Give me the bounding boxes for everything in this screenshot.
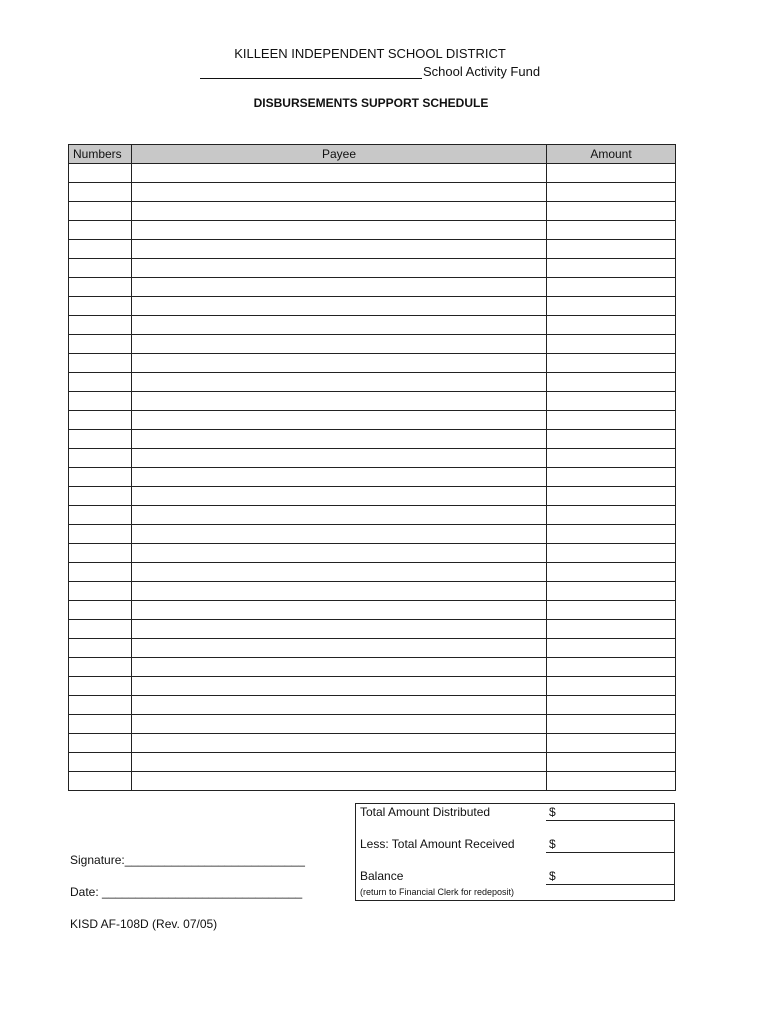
payee-cell[interactable] — [132, 164, 547, 183]
payee-cell[interactable] — [132, 772, 547, 791]
payee-cell[interactable] — [132, 297, 547, 316]
balance-dollar: $ — [549, 869, 556, 883]
amount-cell[interactable] — [547, 183, 676, 202]
payee-cell[interactable] — [132, 202, 547, 221]
numbers-cell[interactable] — [69, 278, 132, 297]
table-row — [69, 772, 676, 791]
payee-cell[interactable] — [132, 240, 547, 259]
payee-cell[interactable] — [132, 259, 547, 278]
balance-field[interactable] — [546, 884, 674, 885]
table-row — [69, 278, 676, 297]
amount-cell[interactable] — [547, 506, 676, 525]
payee-cell[interactable] — [132, 430, 547, 449]
table-row — [69, 221, 676, 240]
table-row — [69, 715, 676, 734]
amount-cell[interactable] — [547, 677, 676, 696]
numbers-cell[interactable] — [69, 601, 132, 620]
table-row — [69, 411, 676, 430]
payee-cell[interactable] — [132, 582, 547, 601]
numbers-cell[interactable] — [69, 563, 132, 582]
table-row — [69, 373, 676, 392]
amount-cell[interactable] — [547, 639, 676, 658]
amount-cell[interactable] — [547, 411, 676, 430]
payee-cell[interactable] — [132, 525, 547, 544]
fund-line — [200, 64, 540, 79]
column-header-numbers: Numbers — [69, 145, 132, 164]
numbers-cell[interactable] — [69, 183, 132, 202]
table-row — [69, 335, 676, 354]
amount-cell[interactable] — [547, 525, 676, 544]
amount-cell[interactable] — [547, 620, 676, 639]
amount-cell[interactable] — [547, 221, 676, 240]
payee-cell[interactable] — [132, 335, 547, 354]
table-row — [69, 525, 676, 544]
payee-cell[interactable] — [132, 696, 547, 715]
amount-cell[interactable] — [547, 753, 676, 772]
numbers-cell[interactable] — [69, 221, 132, 240]
district-name: KILLEEN INDEPENDENT SCHOOL DISTRICT — [234, 46, 506, 61]
numbers-cell[interactable] — [69, 297, 132, 316]
payee-cell[interactable] — [132, 753, 547, 772]
numbers-cell[interactable] — [69, 373, 132, 392]
fund-label: School Activity Fund — [423, 64, 541, 79]
less-received-dollar: $ — [549, 837, 556, 851]
amount-cell[interactable] — [547, 658, 676, 677]
table-row — [69, 620, 676, 639]
table-row — [69, 658, 676, 677]
amount-cell[interactable] — [547, 772, 676, 791]
table-row — [69, 202, 676, 221]
less-received-field[interactable] — [546, 852, 674, 853]
less-received-label: Less: Total Amount Received — [360, 837, 515, 851]
payee-cell[interactable] — [132, 221, 547, 240]
amount-cell[interactable] — [547, 373, 676, 392]
table-row — [69, 164, 676, 183]
payee-cell[interactable] — [132, 734, 547, 753]
numbers-cell[interactable] — [69, 544, 132, 563]
amount-cell[interactable] — [547, 259, 676, 278]
payee-cell[interactable] — [132, 468, 547, 487]
totals-box — [355, 803, 675, 901]
amount-cell[interactable] — [547, 430, 676, 449]
amount-cell[interactable] — [547, 601, 676, 620]
numbers-cell[interactable] — [69, 259, 132, 278]
form-number: KISD AF-108D (Rev. 07/05) — [70, 917, 218, 931]
amount-cell[interactable] — [547, 715, 676, 734]
table-header-row — [69, 145, 676, 164]
payee-cell[interactable] — [132, 563, 547, 582]
numbers-cell[interactable] — [69, 468, 132, 487]
numbers-cell[interactable] — [69, 677, 132, 696]
table-row — [69, 449, 676, 468]
numbers-cell[interactable] — [69, 753, 132, 772]
numbers-cell[interactable] — [69, 202, 132, 221]
table-row — [69, 392, 676, 411]
column-header-amount: Amount — [547, 145, 676, 164]
payee-cell[interactable] — [132, 449, 547, 468]
payee-cell[interactable] — [132, 354, 547, 373]
table-row — [69, 601, 676, 620]
numbers-cell[interactable] — [69, 620, 132, 639]
numbers-cell[interactable] — [69, 240, 132, 259]
amount-cell[interactable] — [547, 696, 676, 715]
signature-line[interactable]: Signature:___________________________ — [70, 853, 305, 867]
numbers-cell[interactable] — [69, 335, 132, 354]
numbers-cell[interactable] — [69, 715, 132, 734]
amount-cell[interactable] — [547, 582, 676, 601]
payee-cell[interactable] — [132, 373, 547, 392]
amount-cell[interactable] — [547, 487, 676, 506]
numbers-cell[interactable] — [69, 696, 132, 715]
numbers-cell[interactable] — [69, 734, 132, 753]
table-body — [69, 164, 676, 791]
total-distributed-label: Total Amount Distributed — [360, 805, 491, 819]
total-distributed-dollar: $ — [549, 805, 556, 819]
numbers-cell[interactable] — [69, 506, 132, 525]
table-row — [69, 354, 676, 373]
payee-cell[interactable] — [132, 639, 547, 658]
numbers-cell[interactable] — [69, 164, 132, 183]
column-header-payee: Payee — [132, 145, 547, 164]
numbers-cell[interactable] — [69, 487, 132, 506]
amount-cell[interactable] — [547, 297, 676, 316]
payee-cell[interactable] — [132, 506, 547, 525]
amount-cell[interactable] — [547, 240, 676, 259]
numbers-cell[interactable] — [69, 639, 132, 658]
amount-cell[interactable] — [547, 335, 676, 354]
table-row — [69, 582, 676, 601]
table-row — [69, 506, 676, 525]
payee-cell[interactable] — [132, 620, 547, 639]
numbers-cell[interactable] — [69, 316, 132, 335]
numbers-cell[interactable] — [69, 430, 132, 449]
payee-cell[interactable] — [132, 715, 547, 734]
table-row — [69, 639, 676, 658]
fund-name-blank[interactable] — [200, 65, 422, 79]
amount-cell[interactable] — [547, 354, 676, 373]
table-row — [69, 183, 676, 202]
amount-cell[interactable] — [547, 278, 676, 297]
amount-cell[interactable] — [547, 468, 676, 487]
payee-cell[interactable] — [132, 278, 547, 297]
amount-cell[interactable] — [547, 164, 676, 183]
payee-cell[interactable] — [132, 601, 547, 620]
table-row — [69, 240, 676, 259]
balance-note: (return to Financial Clerk for redeposit) — [360, 887, 515, 897]
table-row — [69, 753, 676, 772]
amount-cell[interactable] — [547, 202, 676, 221]
table-row — [69, 259, 676, 278]
payee-cell[interactable] — [132, 316, 547, 335]
numbers-cell[interactable] — [69, 411, 132, 430]
amount-cell[interactable] — [547, 449, 676, 468]
amount-cell[interactable] — [547, 392, 676, 411]
payee-cell[interactable] — [132, 658, 547, 677]
payee-cell[interactable] — [132, 183, 547, 202]
schedule-title: DISBURSEMENTS SUPPORT SCHEDULE — [253, 96, 489, 110]
table-row — [69, 696, 676, 715]
amount-cell[interactable] — [547, 316, 676, 335]
date-line[interactable]: Date: ______________________________ — [70, 885, 303, 899]
table-row — [69, 297, 676, 316]
numbers-cell[interactable] — [69, 525, 132, 544]
table-row — [69, 430, 676, 449]
payee-cell[interactable] — [132, 544, 547, 563]
numbers-cell[interactable] — [69, 354, 132, 373]
numbers-cell[interactable] — [69, 772, 132, 791]
payee-cell[interactable] — [132, 487, 547, 506]
table-row — [69, 468, 676, 487]
numbers-cell[interactable] — [69, 582, 132, 601]
amount-cell[interactable] — [547, 563, 676, 582]
numbers-cell[interactable] — [69, 449, 132, 468]
amount-cell[interactable] — [547, 734, 676, 753]
payee-cell[interactable] — [132, 411, 547, 430]
table-row — [69, 487, 676, 506]
payee-cell[interactable] — [132, 392, 547, 411]
payee-cell[interactable] — [132, 677, 547, 696]
total-distributed-field[interactable] — [546, 820, 674, 821]
balance-label: Balance — [360, 869, 404, 883]
disbursements-table — [68, 144, 676, 791]
table-row — [69, 544, 676, 563]
amount-cell[interactable] — [547, 544, 676, 563]
numbers-cell[interactable] — [69, 658, 132, 677]
table-row — [69, 734, 676, 753]
table-row — [69, 563, 676, 582]
numbers-cell[interactable] — [69, 392, 132, 411]
table-row — [69, 677, 676, 696]
table-row — [69, 316, 676, 335]
